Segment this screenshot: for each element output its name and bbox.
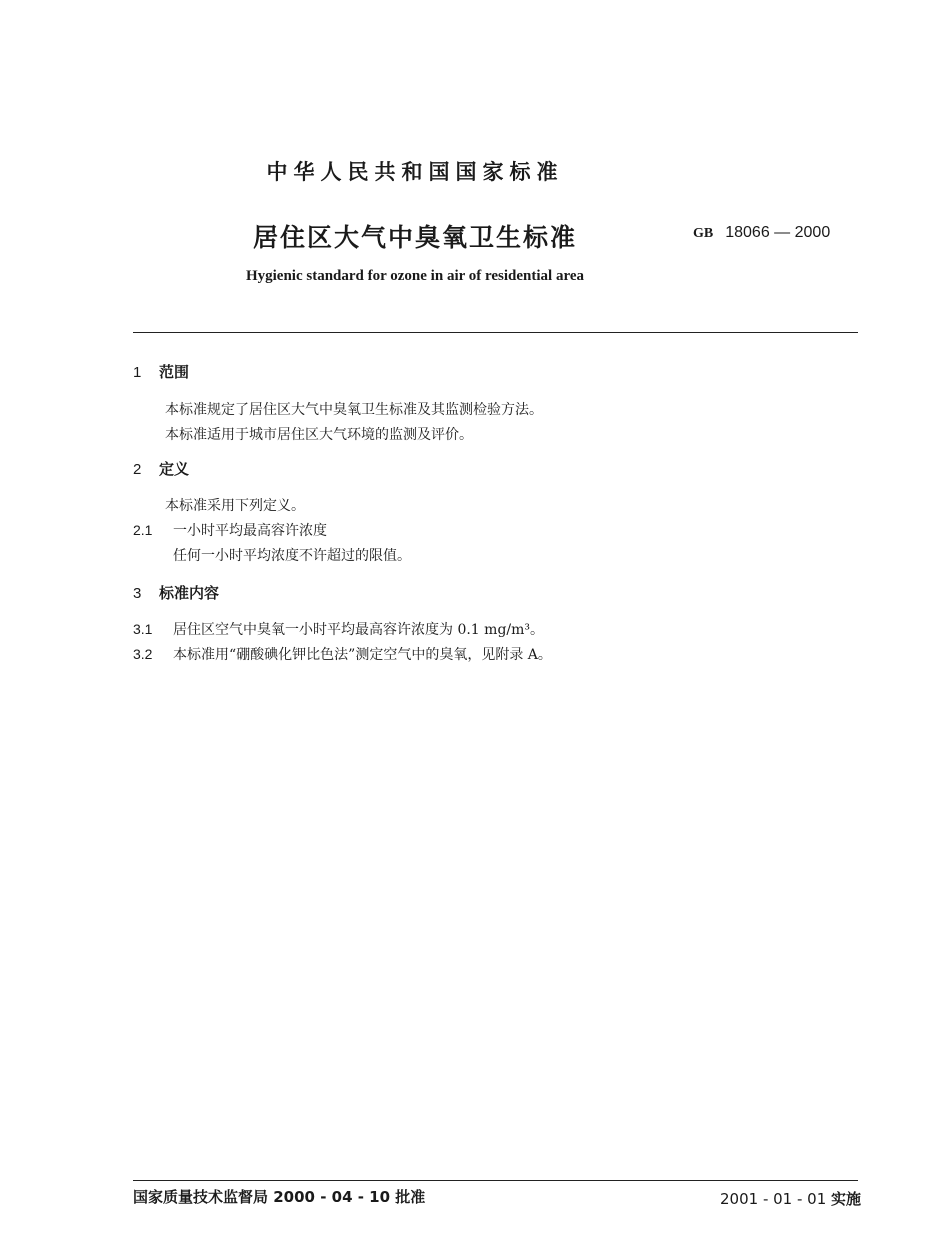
- approval-line: 国家质量技术监督局 2000 - 04 - 10 批准: [133, 1188, 426, 1206]
- english-title: Hygienic standard for ozone in air of residential area: [245, 268, 585, 284]
- item-text: 居住区空气中臭氧一小时平均最高容许浓度为 0.1 mg/m³。: [173, 622, 545, 638]
- effective-label: 实施: [831, 1190, 862, 1208]
- section-title: 标准内容: [159, 584, 220, 602]
- item-number: 3.1: [133, 621, 153, 637]
- section-title: 范围: [159, 363, 190, 381]
- national-standard-heading: 中华人民共和国国家标准: [266, 160, 564, 184]
- section-3-heading: [133, 582, 219, 603]
- top-divider: [133, 332, 858, 333]
- section-title: 定义: [159, 460, 190, 478]
- item-3-2: [133, 644, 552, 664]
- section-1-paragraph-2: 本标准适用于城市居住区大气环境的监测及评价。: [165, 427, 473, 443]
- subsection-title: 一小时平均最高容许浓度: [173, 523, 327, 539]
- standard-code-prefix: GB: [693, 226, 714, 241]
- subsection-2-1-text: 任何一小时平均浓度不许超过的限值。: [173, 548, 411, 564]
- item-number: 3.2: [133, 646, 153, 662]
- standard-code: [693, 222, 830, 242]
- subsection-2-1-heading: [133, 520, 327, 540]
- item-text: 本标准用“硼酸碘化钾比色法”测定空气中的臭氧，见附录 A。: [173, 647, 552, 663]
- item-3-1: [133, 619, 544, 639]
- standard-code-number: 18066 — 2000: [725, 224, 831, 241]
- section-number: 1: [133, 364, 142, 381]
- bottom-divider: [133, 1180, 858, 1181]
- effective-date: 2001 - 01 - 01: [720, 1190, 827, 1208]
- effective-line: [720, 1188, 862, 1209]
- section-number: 3: [133, 585, 142, 602]
- section-number: 2: [133, 461, 142, 478]
- section-1-heading: [133, 361, 189, 382]
- section-2-heading: [133, 458, 189, 479]
- section-2-intro: 本标准采用下列定义。: [165, 498, 305, 514]
- document-title: 居住区大气中臭氧卫生标准: [252, 223, 577, 252]
- subsection-number: 2.1: [133, 522, 153, 538]
- section-1-paragraph-1: 本标准规定了居住区大气中臭氧卫生标准及其监测检验方法。: [165, 402, 543, 418]
